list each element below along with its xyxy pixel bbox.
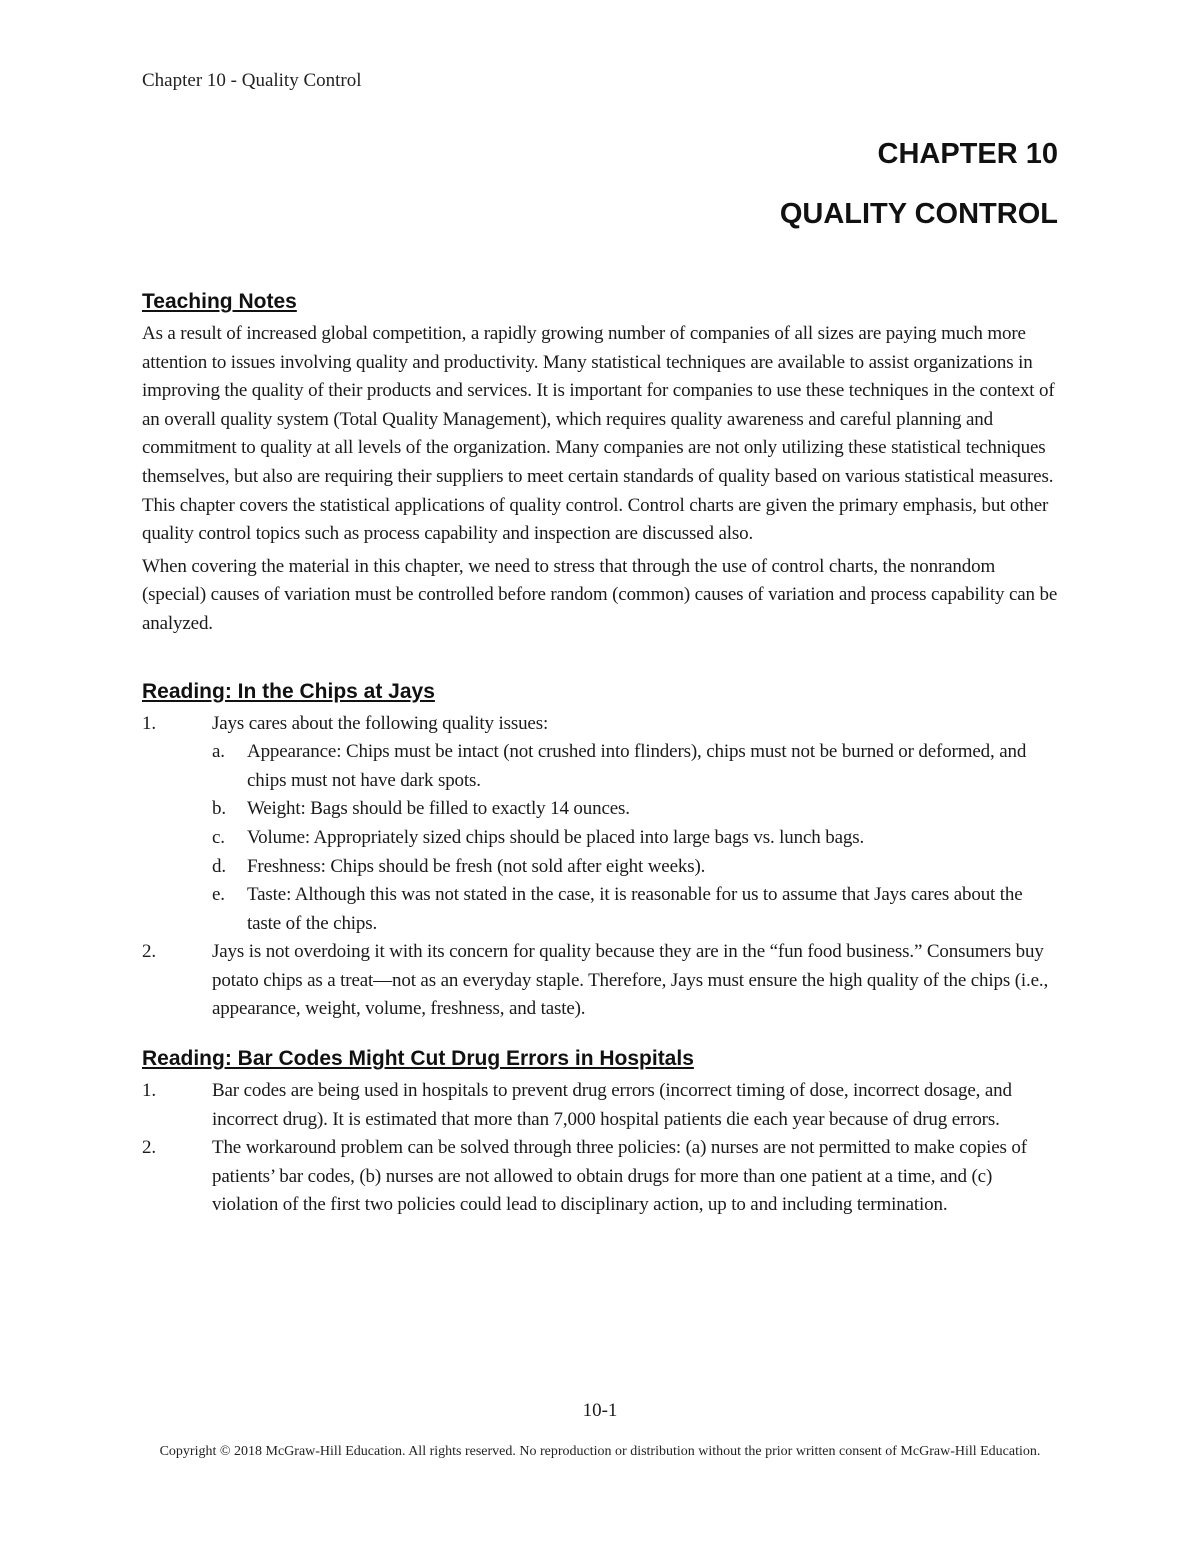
list-item-text: The workaround problem can be solved through three policies: (a) nurses are not permitted to make copies of patients’ bar codes, (b) nurses are not allowed to obtain drugs for more than one patient at a time, and (c) violation of the first two policies could lead to disciplinary action, up to and including termination.	[212, 1137, 1027, 1216]
teaching-notes-section	[142, 290, 1058, 639]
sub-list-item	[212, 853, 1058, 882]
list-number: 1.	[142, 1080, 156, 1102]
sub-list-letter: c.	[212, 826, 225, 848]
sub-list-text: Freshness: Chips should be fresh (not sold after eight weeks).	[247, 855, 706, 877]
sub-list-letter: e.	[212, 884, 225, 906]
list-number: 1.	[142, 712, 156, 734]
list-item	[142, 1077, 1058, 1134]
teaching-notes-paragraph: As a result of increased global competition, a rapidly growing number of companies of all sizes are paying much more attention to issues involving quality and productivity. Many statistical techniques are available to assist organizations in improving the quality of their products and services. It is important for companies to use these techniques in the context of an overall quality system (Total Quality Management), which requires quality awareness and careful planning and commitment to quality at all levels of the organization. Many companies are not only utilizing these statistical techniques themselves, but also are requiring their suppliers to meet certain standards of quality based on various statistical measures. This chapter covers the statistical applications of quality control. Control charts are given the primary emphasis, but other quality control topics such as process capability and inspection are discussed also.	[142, 323, 1055, 545]
sub-list-text: Taste: Although this was not stated in the case, it is reasonable for us to assume that Jays cares about the taste of the chips.	[247, 884, 1023, 934]
teaching-notes-paragraph: When covering the material in this chapter, we need to stress that through the use of control charts, the nonrandom (special) causes of variation must be controlled before random (common) causes of variation and process capability can be analyzed.	[142, 555, 1058, 634]
reading-barcodes-heading: Reading: Bar Codes Might Cut Drug Errors in Hospitals	[142, 1047, 694, 1071]
list-number: 2.	[142, 1137, 156, 1159]
running-header: Chapter 10 - Quality Control	[142, 70, 362, 91]
list-item-text: Bar codes are being used in hospitals to prevent drug errors (incorrect timing of dose, incorrect dosage, and incorrect drug). It is estimated that more than 7,000 hospital patients die each year because of drug errors.	[212, 1080, 1012, 1130]
reading-jays-section	[142, 680, 1058, 1025]
main-content	[142, 290, 1058, 1220]
list-item	[142, 710, 1058, 939]
reading-barcodes-section	[142, 1047, 1058, 1220]
chapter-title: QUALITY CONTROL	[779, 198, 1058, 230]
sub-list-letter: a.	[212, 741, 225, 763]
sub-list-letter: d.	[212, 855, 226, 877]
list-item	[142, 938, 1058, 1024]
list-item-text: Jays cares about the following quality issues:	[212, 712, 549, 734]
sub-list-text: Weight: Bags should be filled to exactly 14 ounces.	[247, 798, 630, 820]
sub-list-item	[212, 881, 1058, 938]
page-number: 10-1	[582, 1400, 618, 1421]
sub-list-item	[212, 824, 1058, 853]
list-item-text: Jays is not overdoing it with its concern for quality because they are in the “fun food business.” Consumers buy potato chips as a treat—not as an everyday staple. Therefore, Jays must ensure the high quality of the chips (i.e., appearance, weight, volume, freshness, and taste).	[212, 941, 1049, 1020]
list-item	[142, 1134, 1058, 1220]
sub-list-text: Appearance: Chips must be intact (not crushed into flinders), chips must not be burned or deformed, and chips must not have dark spots.	[247, 741, 1027, 791]
sub-list-text: Volume: Appropriately sized chips should be placed into large bags vs. lunch bags.	[247, 826, 865, 848]
chapter-heading	[780, 140, 1058, 229]
chapter-number: CHAPTER 10	[877, 138, 1058, 170]
sub-list-item	[212, 795, 1058, 824]
teaching-notes-heading: Teaching Notes	[142, 290, 297, 313]
list-number: 2.	[142, 941, 156, 963]
copyright-notice: Copyright © 2018 McGraw-Hill Education. All rights reserved. No reproduction or distribution without the prior written consent of McGraw-Hill Education.	[159, 1444, 1041, 1459]
reading-jays-heading: Reading: In the Chips at Jays	[142, 679, 435, 703]
sub-list-letter: b.	[212, 798, 226, 820]
sub-list-item	[212, 738, 1058, 795]
